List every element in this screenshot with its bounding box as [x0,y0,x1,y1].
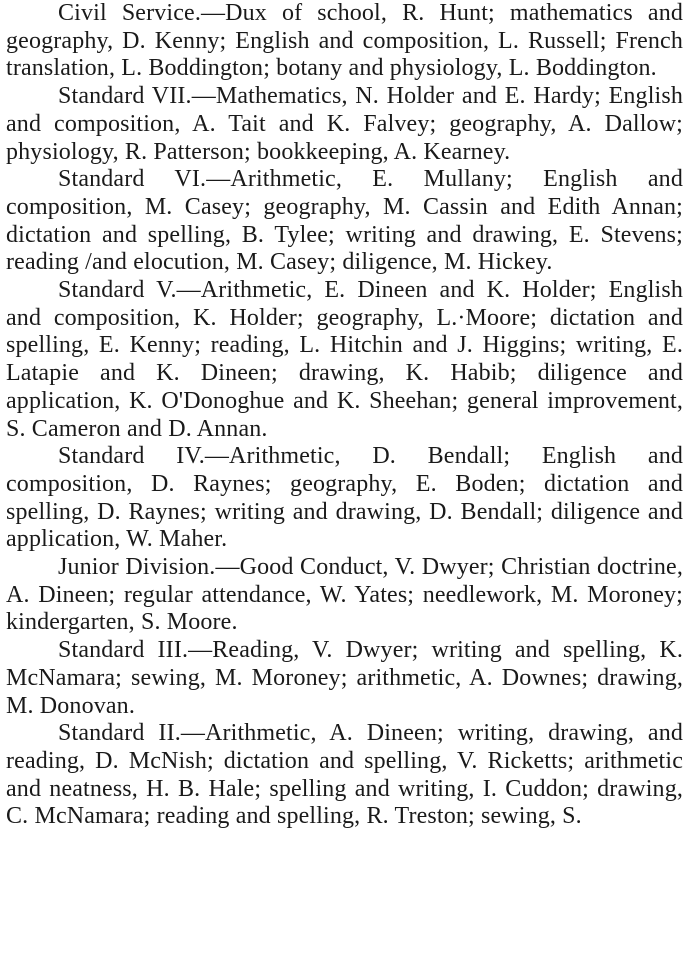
paragraph-standard-vi: Standard VI.—Arithmetic, E. Mullany; English and composition, M. Casey; geography, M. Cassin and Edith Annan; dictation and spelling, B. Tylee; writing and drawing, E. Stevens; reading /and elocution, M. Casey; diligence, M. Hickey. [6,166,683,276]
paragraph-standard-iv: Standard IV.—Arithmetic, D. Bendall; English and composition, D. Raynes; geography, E. Boden; dictation and spelling, D. Raynes; writing and drawing, D. Bendall; diligence and application, W. Maher. [6,443,683,553]
paragraph-junior-division: Junior Division.—Good Conduct, V. Dwyer; Christian doctrine, A. Dineen; regular attendance, W. Yates; needlework, M. Moroney; kindergarten, S. Moore. [6,554,683,636]
paragraph-civil-service: Civil Service.—Dux of school, R. Hunt; mathematics and geography, D. Kenny; English and composition, L. Russell; French translation, L. Boddington; botany and physiology, L. Boddington. [6,0,683,82]
paragraph-standard-ii: Standard II.—Arithmetic, A. Dineen; writing, drawing, and reading, D. McNish; dictation and spelling, V. Ricketts; arithmetic and neatness, H. B. Hale; spelling and writing, I. Cuddon; drawing, C. McNamara; reading and spelling, R. Treston; sewing, S. [6,720,683,830]
paragraph-standard-v: Standard V.—Arithmetic, E. Dineen and K. Holder; English and composition, K. Holder; geography, L.·Moore; dictation and spelling, E. Kenny; reading, L. Hitchin and J. Higgins; writing, E. Latapie and K. Dineen; drawing, K. Habib; diligence and application, K. O'Donoghue and K. Sheehan; general improvement, S. Cameron and D. Annan. [6,277,683,442]
paragraph-standard-vii: Standard VII.—Mathematics, N. Holder and E. Hardy; English and composition, A. Tait and K. Falvey; geography, A. Dallow; physiology, R. Patterson; bookkeeping, A. Kearney. [6,83,683,165]
paragraph-standard-iii: Standard III.—Reading, V. Dwyer; writing and spelling, K. McNamara; sewing, M. Moroney; arithmetic, A. Downes; drawing, M. Donovan. [6,637,683,719]
